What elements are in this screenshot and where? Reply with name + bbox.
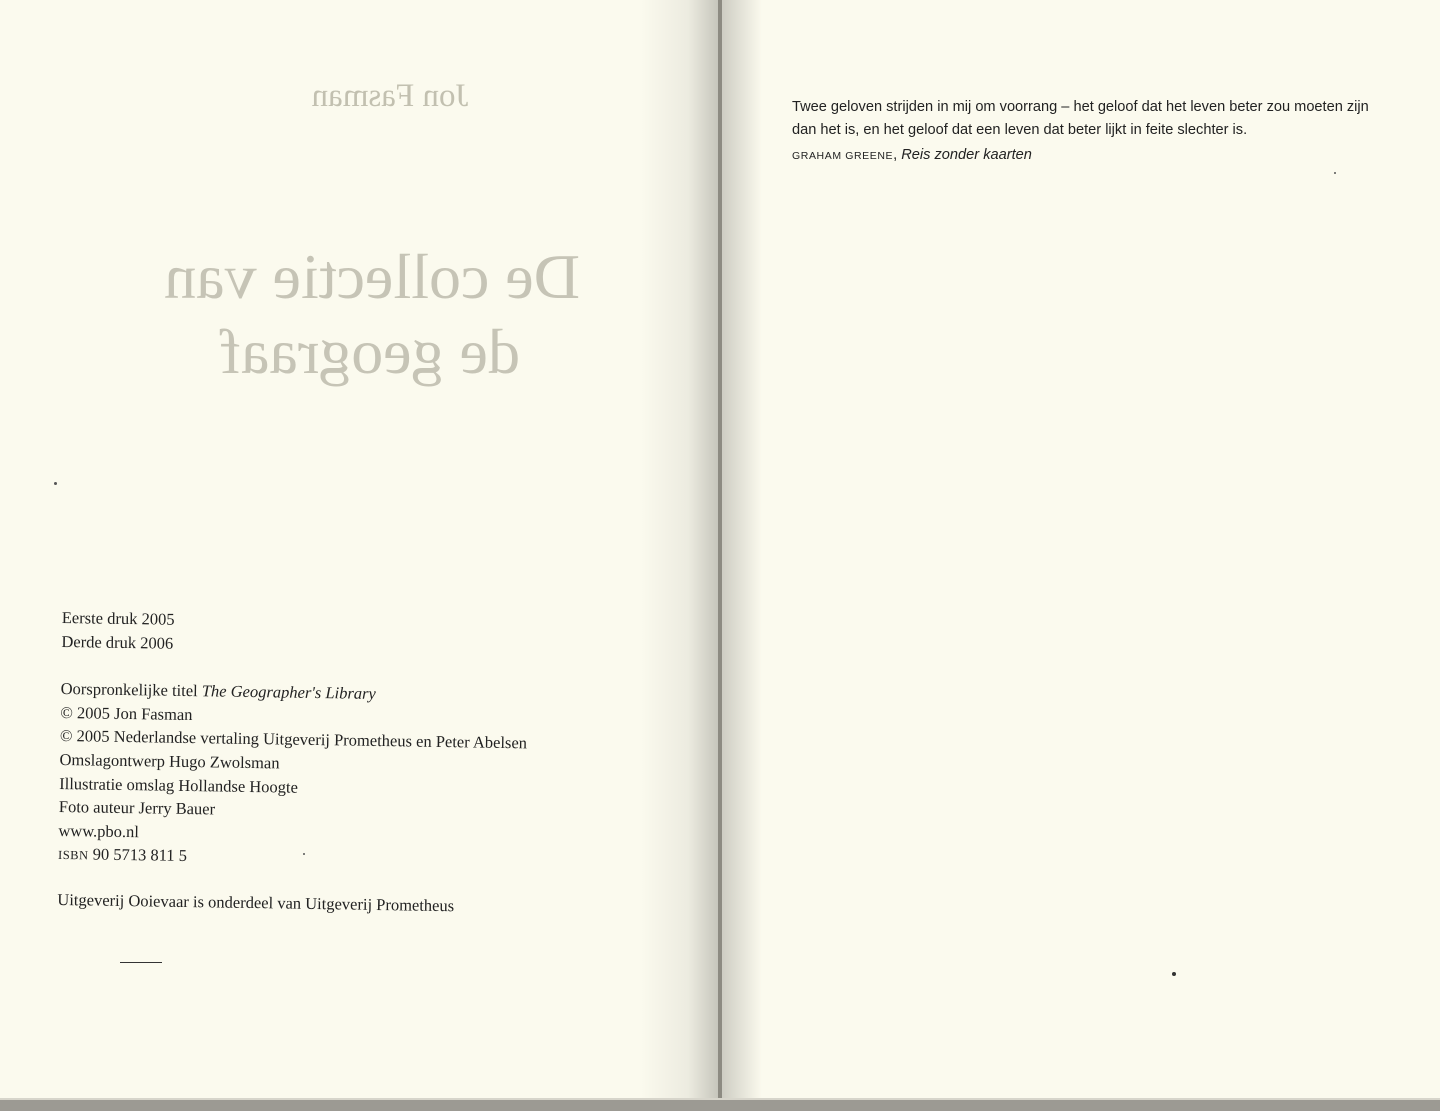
paper-speck <box>1172 972 1176 976</box>
isbn-number: 90 5713 811 5 <box>92 844 188 866</box>
cover-design: Omslagontwerp Hugo Zwolsman <box>59 749 280 773</box>
bleed-through-author: Jon Fasman <box>311 78 469 114</box>
epigraph-work: Reis zonder kaarten <box>901 146 1032 163</box>
page-bottom-edge <box>0 1100 1440 1111</box>
left-page <box>0 0 718 1100</box>
paper-speck <box>1334 172 1336 174</box>
colophon <box>57 606 622 920</box>
printing-third: Derde druk 2006 <box>61 631 174 653</box>
original-title-label: Oorspronkelijke titel <box>60 679 198 701</box>
bleed-through-title-line2: de geograaf <box>219 316 520 387</box>
cover-illustration: Illustratie omslag Hollandse Hoogte <box>59 773 299 797</box>
bleed-through-title-line1: De collectie van <box>164 241 580 312</box>
epigraph-attribution: GRAHAM GREENE, Reis zonder kaarten <box>792 146 1032 163</box>
author-photo-credit: Foto auteur Jerry Bauer <box>58 797 216 819</box>
epigraph-author: GRAHAM GREENE <box>792 149 894 162</box>
website: www.pbo.nl <box>58 820 140 841</box>
paper-speck <box>303 853 305 855</box>
original-title: The Geographer's Library <box>201 681 376 704</box>
gutter-shadow <box>640 0 720 1100</box>
colophon-divider <box>120 962 162 963</box>
epigraph <box>792 96 1372 167</box>
isbn-label: ISBN <box>57 848 89 863</box>
copyright-author: © 2005 Jon Fasman <box>60 702 193 724</box>
printing-first: Eerste druk 2005 <box>61 607 175 629</box>
gutter-shadow-right <box>722 0 762 1100</box>
epigraph-quote: Twee geloven strijden in mij om voorrang – het geloof dat het leven beter zou moeten zijn dan het is, en het geloof dat een leven dat beter lijkt in feite slechter is. <box>792 99 1369 138</box>
paper-speck <box>54 482 57 485</box>
copyright-translation: © 2005 Nederlandse vertaling Uitgeverij Prometheus en Peter Abelsen <box>59 726 528 753</box>
imprint-note: Uitgeverij Ooievaar is onderdeel van Uitgeverij Prometheus <box>57 889 455 916</box>
